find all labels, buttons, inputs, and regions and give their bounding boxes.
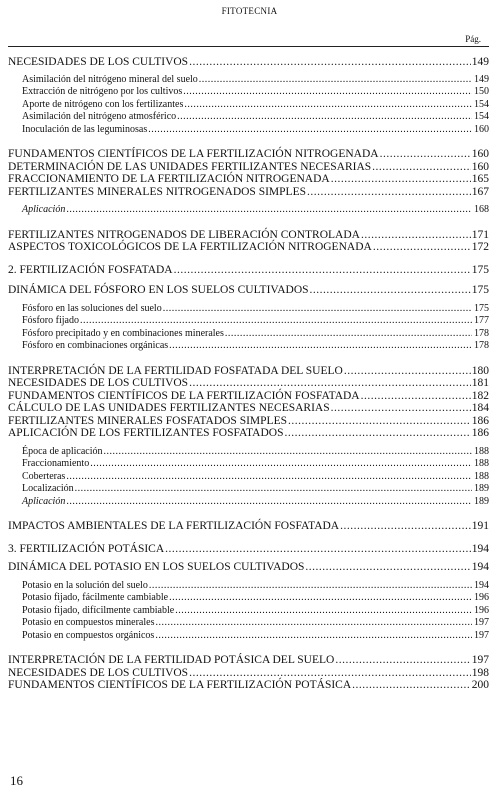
toc-entry-title: FUNDAMENTOS CIENTÍFICOS DE LA FERTILIZACIÓN FOSFATADA [8, 389, 360, 402]
dot-leader [307, 186, 471, 199]
toc-entry-title: Potasio en la solución del suelo [22, 579, 148, 591]
toc-entry [8, 365, 489, 378]
toc-entry-page: 175 [474, 302, 489, 314]
toc-entry-page: 194 [471, 542, 489, 555]
dot-leader [148, 124, 472, 137]
dot-leader [66, 496, 472, 509]
toc-entry-page: 175 [471, 284, 489, 296]
toc-entry-title: NECESIDADES DE LOS CULTIVOS [8, 666, 189, 679]
toc-entry [8, 458, 489, 471]
dot-leader [163, 303, 472, 316]
toc-entry-page: 180 [471, 364, 489, 377]
dot-leader [104, 446, 472, 459]
toc-entry-title: Fósforo en las soluciones del suelo [22, 302, 162, 314]
dot-leader [331, 402, 471, 415]
toc-entry [8, 241, 489, 254]
page-number: 16 [10, 773, 23, 788]
toc-entry [8, 390, 489, 403]
toc-entry [8, 605, 489, 618]
dot-leader [189, 377, 471, 390]
dot-leader [284, 427, 470, 440]
toc-entry-title: APLICACIÓN DE LOS FERTILIZANTES FOSFATADOS [8, 427, 284, 439]
dot-leader [331, 173, 471, 186]
dot-leader [189, 56, 471, 69]
dot-leader [380, 148, 471, 161]
dot-leader [175, 605, 472, 618]
toc-entry [8, 592, 489, 605]
toc-entry-page: 160 [471, 160, 489, 173]
toc-entry-page: 188 [474, 470, 489, 482]
toc-entry-title: Asimilación del nitrógeno mineral del suelo [22, 73, 198, 85]
dot-leader [372, 161, 471, 174]
toc-entry [8, 148, 489, 161]
toc-entry-title: INTERPRETACIÓN DE LA FERTILIDAD POTÁSICA DEL SUELO [8, 654, 335, 666]
toc-entry [8, 74, 489, 87]
toc-entry-page: 196 [474, 592, 489, 603]
toc-entry-page: 175 [471, 263, 489, 276]
toc-entry-title: Aplicación [22, 204, 66, 215]
toc-entry-page: 182 [471, 389, 489, 402]
toc-entry [8, 496, 489, 509]
toc-entry-title: Aplicación [22, 495, 66, 507]
toc-entry-page: 194 [474, 579, 489, 591]
toc-entry [8, 161, 489, 174]
toc-entry [8, 264, 489, 277]
dot-leader [177, 111, 472, 124]
toc-entry [8, 173, 489, 186]
toc-entry-page: 178 [474, 340, 489, 351]
toc-entry-page: 165 [471, 173, 489, 185]
toc-entry-title: Fósforo fijado [22, 315, 79, 326]
toc-entry-title: FUNDAMENTOS CIENTÍFICOS DE LA FERTILIZACIÓN NITROGENADA [8, 148, 379, 160]
toc-entry-page: 150 [474, 86, 489, 97]
toc-entry-page: 178 [474, 327, 489, 339]
toc-entry [8, 679, 489, 692]
dot-leader [155, 617, 472, 630]
toc-entry-page: 188 [474, 458, 489, 469]
dot-leader [75, 483, 472, 496]
toc-entry-title: Extracción de nitrógeno por los cultivos [22, 86, 183, 97]
toc-entry [8, 402, 489, 415]
toc-entry-page: 154 [474, 111, 489, 122]
toc-entry-title: 2. FERTILIZACIÓN FOSFATADA [8, 263, 173, 276]
running-title: FITOTECNIA [221, 6, 278, 16]
dot-leader [199, 74, 472, 87]
toc-entry-title: Fraccionamiento [22, 458, 90, 469]
toc-entry-title: Asimilación del nitrógeno atmosférico [22, 111, 177, 122]
dot-leader [340, 520, 471, 533]
toc-entry-page: 149 [474, 73, 489, 85]
toc-entry-page: 160 [471, 148, 489, 160]
header-rule [8, 46, 489, 47]
toc-entry-title: Época de aplicación [22, 445, 103, 457]
table-of-contents [8, 50, 489, 692]
toc-entry [8, 315, 489, 328]
dot-leader [361, 390, 471, 403]
toc-entry-title: DETERMINACIÓN DE LAS UNIDADES FERTILIZANTES NECESARIAS [8, 160, 372, 173]
toc-entry-page: 196 [474, 604, 489, 616]
toc-entry-title: FERTILIZANTES MINERALES NITROGENADOS SIMPLES [8, 185, 306, 198]
toc-entry-title: DINÁMICA DEL FÓSFORO EN LOS SUELOS CULTIVADOS [8, 284, 309, 296]
toc-entry-title: NECESIDADES DE LOS CULTIVOS [8, 56, 189, 68]
toc-entry-title: Potasio en compuestos orgánicos [22, 629, 155, 641]
toc-entry-title: IMPACTOS AMBIENTALES DE LA FERTILIZACIÓN FOSFATADA [8, 520, 340, 532]
toc-entry [8, 204, 489, 217]
toc-entry-page: 149 [471, 56, 489, 68]
toc-entry-title: FERTILIZANTES MINERALES FOSFATADOS SIMPLES [8, 414, 287, 427]
toc-entry-title: Inoculación de las leguminosas [22, 123, 148, 135]
toc-entry-page: 172 [471, 241, 489, 253]
dot-leader [225, 328, 472, 341]
toc-entry [8, 617, 489, 630]
toc-entry-page: 188 [474, 445, 489, 457]
toc-entry-page: 154 [474, 98, 489, 110]
toc-entry-title: Potasio fijado, fácilmente cambiable [22, 592, 169, 603]
toc-entry-page: 181 [471, 377, 489, 389]
toc-entry [8, 654, 489, 667]
toc-entry-title: Potasio en compuestos minerales [22, 617, 155, 628]
dot-leader [361, 229, 471, 242]
toc-entry-title: Aporte de nitrógeno con los fertilizantes [22, 98, 184, 110]
toc-entry-title: 3. FERTILIZACIÓN POTÁSICA [8, 542, 165, 555]
toc-entry [8, 630, 489, 643]
dot-leader [305, 561, 470, 574]
toc-entry-title: DINÁMICA DEL POTASIO EN LOS SUELOS CULTIVADOS [8, 561, 305, 573]
dot-leader [165, 543, 471, 556]
toc-entry [8, 667, 489, 680]
toc-entry-page: 198 [471, 666, 489, 679]
toc-entry [8, 328, 489, 341]
toc-entry-title: INTERPRETACIÓN DE LA FERTILIDAD FOSFATADA DEL SUELO [8, 364, 343, 377]
toc-entry [8, 543, 489, 556]
toc-entry-title: FERTILIZANTES NITROGENADOS DE LIBERACIÓN CONTROLADA [8, 228, 360, 241]
toc-entry-page: 168 [474, 204, 489, 215]
dot-leader [149, 580, 472, 593]
toc-entry-page: 194 [471, 561, 489, 573]
toc-entry-page: 197 [471, 654, 489, 666]
dot-leader [66, 471, 472, 484]
toc-entry [8, 303, 489, 316]
dot-leader [352, 679, 471, 692]
toc-entry [8, 124, 489, 137]
dot-leader [174, 264, 471, 277]
toc-entry [8, 340, 489, 353]
toc-entry-title: FRACCIONAMIENTO DE LA FERTILIZACIÓN NITROGENADA [8, 173, 330, 185]
dot-leader [344, 365, 471, 378]
toc-entry-page: 184 [471, 402, 489, 414]
toc-entry [8, 520, 489, 533]
dot-leader [80, 315, 472, 328]
toc-entry [8, 415, 489, 428]
dot-leader [155, 630, 472, 643]
page-column-label: Pág. [465, 34, 481, 44]
toc-entry-page: 191 [471, 520, 489, 532]
toc-entry-title: NECESIDADES DE LOS CULTIVOS [8, 377, 189, 389]
toc-entry-title: Fósforo precipitado y en combinaciones minerales [22, 327, 224, 339]
toc-entry [8, 427, 489, 440]
toc-entry-page: 197 [474, 617, 489, 628]
toc-entry [8, 186, 489, 199]
toc-entry-page: 171 [471, 228, 489, 241]
dot-leader [66, 204, 472, 217]
toc-entry-title: Coberteras [22, 470, 66, 482]
toc-entry [8, 561, 489, 574]
toc-entry-title: FUNDAMENTOS CIENTÍFICOS DE LA FERTILIZACIÓN POTÁSICA [8, 679, 352, 691]
toc-entry-page: 189 [474, 483, 489, 494]
toc-entry [8, 111, 489, 124]
toc-entry [8, 99, 489, 112]
toc-entry-page: 160 [474, 123, 489, 135]
dot-leader [169, 340, 472, 353]
dot-leader [183, 86, 472, 99]
dot-leader [189, 667, 471, 680]
toc-entry-title: Localización [22, 483, 74, 494]
dot-leader [184, 99, 472, 112]
toc-entry [8, 377, 489, 390]
toc-entry [8, 56, 489, 69]
toc-entry-page: 186 [471, 427, 489, 439]
toc-entry [8, 446, 489, 459]
toc-entry-page: 189 [474, 495, 489, 507]
toc-entry [8, 471, 489, 484]
toc-entry [8, 483, 489, 496]
dot-leader [310, 284, 471, 297]
toc-entry [8, 284, 489, 297]
toc-entry-title: Fósforo en combinaciones orgánicas [22, 340, 169, 351]
toc-entry-page: 177 [474, 315, 489, 326]
toc-entry-page: 200 [471, 679, 489, 691]
toc-entry-page: 197 [474, 629, 489, 641]
toc-entry-title: ASPECTOS TOXICOLÓGICOS DE LA FERTILIZACIÓN NITROGENADA [8, 241, 372, 253]
dot-leader [335, 654, 470, 667]
toc-entry [8, 229, 489, 242]
toc-entry-page: 186 [471, 414, 489, 427]
toc-entry-title: Potasio fijado, difícilmente cambiable [22, 604, 175, 616]
toc-entry-title: CÁLCULO DE LAS UNIDADES FERTILIZANTES NECESARIAS [8, 402, 330, 414]
toc-entry-page: 167 [471, 185, 489, 198]
toc-entry [8, 86, 489, 99]
dot-leader [169, 592, 472, 605]
dot-leader [90, 458, 472, 471]
dot-leader [288, 415, 471, 428]
toc-entry [8, 580, 489, 593]
dot-leader [373, 241, 471, 254]
